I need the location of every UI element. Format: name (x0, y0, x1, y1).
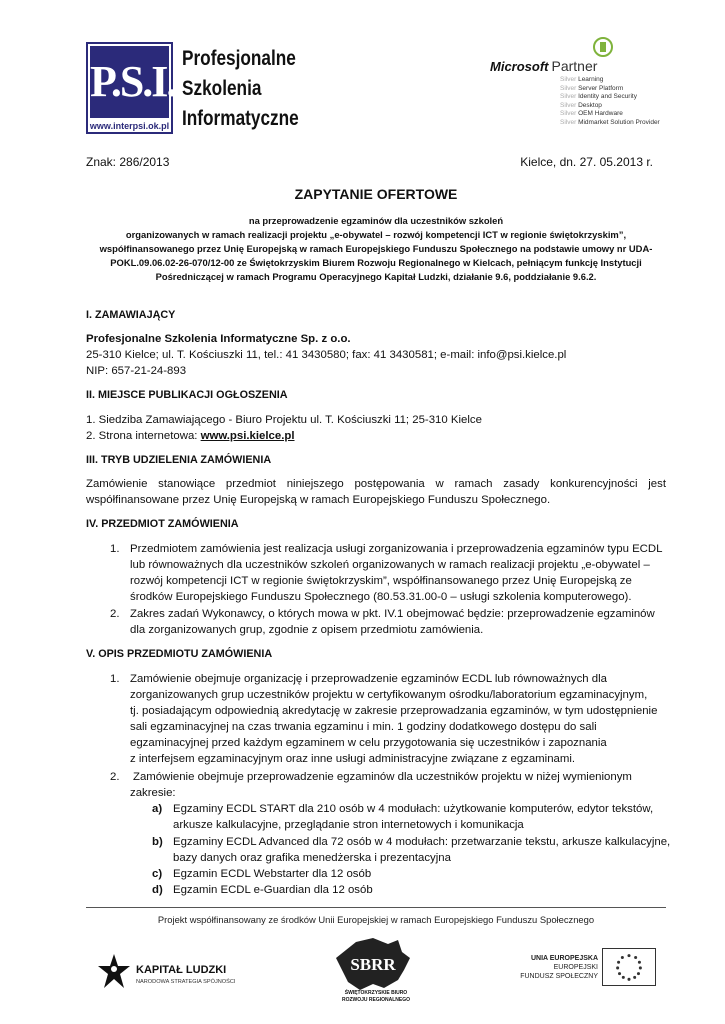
list-line: Zakres zadań Wykonawcy, o których mowa w pkt. IV.1 obejmować będzie: przeprowadzenie egzaminów (130, 608, 655, 620)
list-number: 2. (110, 608, 120, 620)
publication-place-1: 1. Siedziba Zamawiającego - Biuro Projektu ul. T. Kościuszki 11; 25-310 Kielce (86, 414, 482, 426)
list-line: lub równoważnych dla uczestników szkoleń organizowanych w ramach realizacji projektu „e-obywatel – (130, 559, 650, 571)
sublist-line: bazy danych oraz grafika menedżerska i prezentacyjna (173, 852, 451, 864)
sublist-letter: d) (152, 884, 163, 896)
sublist-line: Egzamin ECDL Webstarter dla 12 osób (173, 868, 372, 880)
competency-list (560, 76, 660, 128)
sublist-line: Egzamin ECDL e-Guardian dla 12 osób (173, 884, 373, 896)
section-heading: II. MIEJSCE PUBLIKACJI OGŁOSZENIA (86, 389, 288, 401)
orderer-name: Profesjonalne Szkolenia Informatyczne Sp. z o.o. (86, 333, 351, 345)
intro-line: organizowanych w ramach realizacji projektu „e-obywatel – rozwój kompetencji ICT w regionie świętokrzyskim”, (125, 229, 627, 240)
orderer-address: 25-310 Kielce; ul. T. Kościuszki 11, tel.: 41 3430580; fax: 41 3430581; e-mail: info@psi.kielce.pl (86, 349, 567, 361)
ms-name: Microsoft (490, 59, 549, 74)
sublist-line: Egzaminy ECDL Advanced dla 72 osób w 4 modułach: przetwarzanie tekstu, arkusze kalkulacyjne, (173, 836, 671, 848)
company-brand (182, 44, 299, 134)
section-heading: III. TRYB UDZIELENIA ZAMÓWIENIA (86, 454, 272, 466)
sublist-letter: a) (152, 803, 163, 815)
list-line: z interfejsem egzaminacyjnym oraz inne usługi administracyjne związane z egzaminami. (130, 753, 576, 765)
orderer-nip: NIP: 657-21-24-893 (86, 365, 187, 377)
list-number: 1. (110, 673, 120, 685)
logo-url: www.interpsi.ok.pl (89, 121, 170, 131)
list-line: rozwój kompetencji ICT w regionie świętokrzyskim”, współfinansowanego przez Unię Europejską ze (130, 575, 632, 587)
list-line: sali egzaminacyjnej na czas trwania egzaminu i min. 1 godziny dodatkowego dostępu do sali (130, 721, 597, 733)
list-line: Zamówienie obejmuje organizację i przeprowadzenie egzaminów ECDL lub równoważnych dla (130, 673, 607, 685)
list-line: tj. posiadającym odpowiednią akredytację w zakresie przeprowadzania egzaminów, w tym udostępnienie (130, 705, 658, 717)
sublist-letter: b) (152, 836, 163, 848)
footer-note: Projekt współfinansowany ze środków Unii Europejskiej w ramach Europejskiego Funduszu Społecznego (157, 914, 595, 925)
list-line: Zamówienie obejmuje przeprowadzenie egzaminów dla uczestników projektu w niżej wymienionym (133, 771, 632, 783)
website-link[interactable]: www.psi.kielce.pl (200, 430, 295, 442)
competency-item: Silver Learning (560, 76, 604, 83)
competency-item: Silver Midmarket Solution Provider (560, 118, 660, 126)
intro-line: POKL.09.06.02-26-070/12-00 ze Świętokrzyskim Biurem Rozwoju Regionalnego w Kielcach, pełniącym funkcję Instytucji (110, 257, 642, 268)
list-line: Przedmiotem zamówienia jest realizacja usługi zorganizowania i przeprowadzenia egzaminów typu ECDL (130, 543, 663, 555)
section-heading: V. OPIS PRZEDMIOTU ZAMÓWIENIA (86, 648, 273, 660)
sublist-line: arkusze kalkulacyjne, przeglądanie stron internetowych i komunikacja (173, 819, 524, 831)
competency-item: Silver Server Platform (560, 84, 624, 92)
list-number: 2. (110, 771, 120, 783)
sbrr-logo-text: SBRR (350, 955, 396, 974)
list-line: dla zorganizowanych grup, zgodnie z opisem przedmiotu zamówienia. (130, 624, 484, 636)
procedure-text: Zamówienie stanowiące przedmiot niniejszego postępowania w ramach zasady konkurencyjności jest współfinansowane przez Unię Europejską w ramach Europejskiego Funduszu Społecznego. (86, 478, 666, 506)
eu-flag-icon (602, 948, 656, 986)
list-line: egzaminacyjnej przed każdym egzaminem w celu przygotowania się uczestników i zapoznania (130, 737, 607, 749)
psi-logo (86, 42, 176, 134)
competency-item: Silver Desktop (560, 101, 602, 109)
list-line: środków Europejskiego Funduszu Społecznego (80.53.31.00-0 – usługi szkolenia komputerowego). (130, 591, 632, 603)
eu-label: UNIA EUROPEJSKA EUROPEJSKI FUNDUSZ SPOŁECZNY (520, 955, 598, 980)
kapital-ludzki-subtitle: NARODOWA STRATEGIA SPÓJNOŚCI (136, 979, 236, 985)
list-line: zakresie: (130, 787, 176, 799)
competency-item: Silver OEM Hardware (560, 110, 623, 118)
brand-line-3: Informatyczne (182, 107, 299, 130)
brand-line-1: Profesjonalne (182, 47, 296, 70)
competency-item: Silver Identity and Security (560, 93, 637, 101)
list-number: 1. (110, 543, 120, 555)
brand-line-2: Szkolenia (182, 77, 262, 100)
sublist-letter: c) (152, 868, 163, 880)
section-heading: I. ZAMAWIAJĄCY (86, 309, 176, 321)
kapital-ludzki-title: KAPITAŁ LUDZKI (136, 964, 227, 976)
microsoft-partner-logo (490, 58, 597, 74)
sublist-line: Egzaminy ECDL START dla 210 osób w 4 modułach: użytkowanie komputerów, edytor tekstów, (173, 803, 654, 815)
place-date: Kielce, dn. 27. 05.2013 r. (520, 155, 653, 169)
publication-place-2: 2. Strona internetowa: www.psi.kielce.pl (86, 430, 295, 442)
sbrr-logo (332, 936, 414, 996)
page-title: ZAPYTANIE OFERTOWE (294, 186, 458, 202)
intro-line: Pośredniczącej w ramach Programu Operacyjnego Kapitał Ludzki, działanie 9.6, poddziałanie 9.6.2. (155, 271, 597, 282)
footer-divider (86, 907, 666, 908)
document-ref: Znak: 286/2013 (86, 155, 170, 169)
psi-logo-mark: P.S.I. (90, 46, 169, 118)
sbrr-label: ŚWIĘTOKRZYSKIE BIURO ROZWOJU REGIONALNEGO (341, 990, 411, 1003)
intro-line: na przeprowadzenie egzaminów dla uczestników szkoleń (248, 215, 504, 226)
list-line: zorganizowanych grup uczestników projektu w certyfikowanym ośrodku/laboratorium egzaminacyjnym, (130, 689, 648, 701)
intro-line: współfinansowanego przez Unię Europejską w ramach Europejskiego Funduszu Społecznego na podstawie umowy nr UDA- (99, 243, 653, 254)
microsoft-partner-icon (592, 36, 614, 58)
section-heading: IV. PRZEDMIOT ZAMÓWIENIA (86, 518, 239, 530)
kapital-ludzki-icon (96, 952, 132, 992)
ms-partner: Partner (551, 58, 598, 74)
